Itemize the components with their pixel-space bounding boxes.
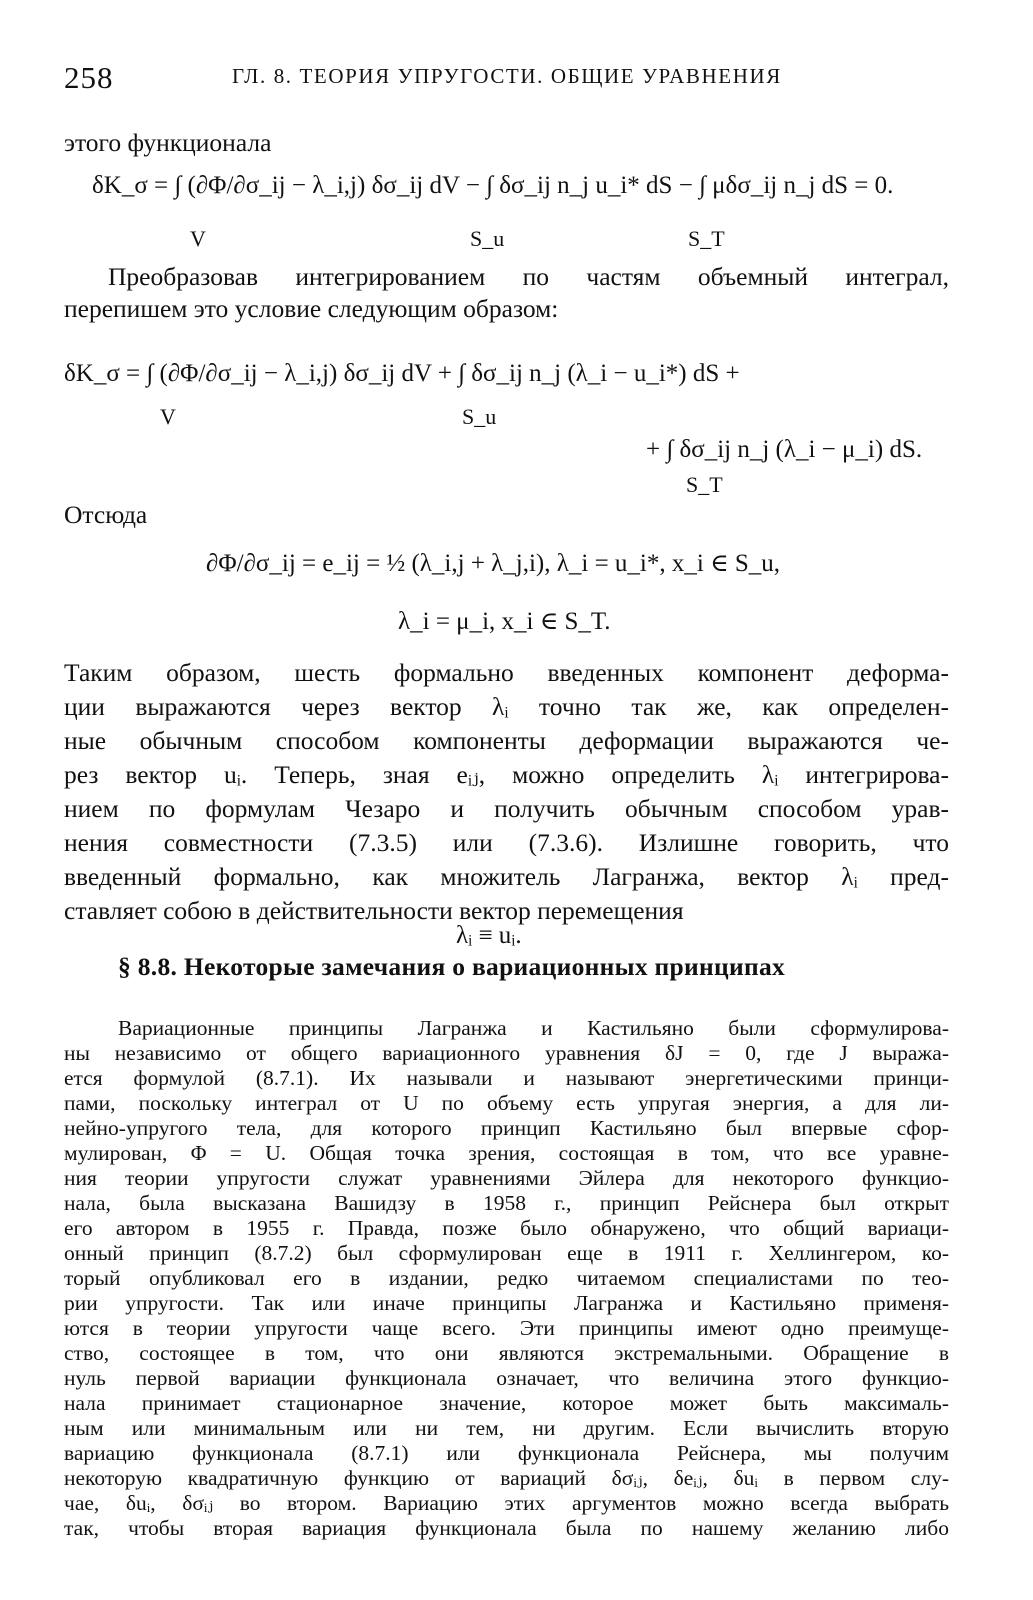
text-line: Таким образом, шесть формально введенных компонент деформа- bbox=[64, 658, 949, 687]
formula-transformed-line-1: δK_σ = ∫ (∂Φ/∂σ_ij − λ_i,j) δσ_ij dV + ∫ δσ_ij n_j (λ_i − u_i*) dS + bbox=[64, 360, 740, 387]
integral-limit-st: S_T bbox=[688, 226, 725, 251]
integral-limit-su: S_u bbox=[462, 404, 497, 429]
text-line: Преобразовав интегрированием по частям объемный интеграл, bbox=[108, 262, 949, 291]
running-title: ГЛ. 8. ТЕОРИЯ УПРУГОСТИ. ОБЩИЕ УРАВНЕНИЯ bbox=[232, 64, 782, 88]
small-text-line: ным или минимальным или ни тем, ни другим. Если вычислить вторую bbox=[64, 1416, 949, 1440]
text-line: рез вектор uᵢ. Теперь, зная eᵢⱼ, можно определить λᵢ интегрирова- bbox=[64, 760, 949, 789]
text-line: нения совместности (7.3.5) или (7.3.6). Излишне говорить, что bbox=[64, 828, 949, 857]
small-text-line: нала, была высказана Вашидзу в 1958 г., принцип Рейснера был открыт bbox=[64, 1191, 949, 1215]
text-line: этого функционала bbox=[64, 128, 272, 157]
small-text-line: ния теории упругости служат уравнениями Эйлера для некоторого функцио- bbox=[64, 1166, 949, 1190]
text-line: ции выражаются через вектор λᵢ точно так же, как определен- bbox=[64, 692, 949, 721]
formula-variation-k-sigma: δK_σ = ∫ (∂Φ/∂σ_ij − λ_i,j) δσ_ij dV − ∫ δσ_ij n_j u_i* dS − ∫ μδσ_ij n_j dS = 0. bbox=[92, 172, 894, 199]
small-text-line: онный принцип (8.7.2) был сформулирован еще в 1911 г. Хеллингером, ко- bbox=[64, 1241, 949, 1265]
small-text-line: нала принимает стационарное значение, которое может быть максималь- bbox=[64, 1391, 949, 1415]
small-text-line: нуль первой вариации функционала означает, что величина этого функцио- bbox=[64, 1366, 949, 1390]
text-line: ные обычным способом компоненты деформации выражаются че- bbox=[64, 726, 949, 755]
formula-boundary-condition: λ_i = μ_i, x_i ∈ S_T. bbox=[398, 608, 611, 635]
small-text-line: нейно-упругого тела, для которого принцип Кастильяно был впервые сфор- bbox=[64, 1116, 949, 1140]
small-text-line: мулирован, Φ = U. Общая точка зрения, состоящая в том, что все уравне- bbox=[64, 1141, 949, 1165]
page-number: 258 bbox=[64, 60, 114, 95]
small-text-line: ется формулой (8.7.1). Их называли и называют энергетическими принци- bbox=[64, 1066, 949, 1090]
small-text-line: Вариационные принципы Лагранжа и Кастильяно были сформулирова- bbox=[118, 1016, 949, 1040]
text-line: введенный формально, как множитель Лагранжа, вектор λᵢ пред- bbox=[64, 862, 949, 891]
small-text-line: вариацию функционала (8.7.1) или функционала Рейснера, мы получим bbox=[64, 1441, 949, 1465]
text-line: перепишем это условие следующим образом: bbox=[64, 294, 559, 323]
text-line: нием по формулам Чезаро и получить обычным способом урав- bbox=[64, 794, 949, 823]
integral-limit-v: V bbox=[160, 404, 176, 429]
section-heading: § 8.8. Некоторые замечания о вариационных принципах bbox=[118, 952, 786, 981]
formula-strain-relation: ∂Φ/∂σ_ij = e_ij = ½ (λ_i,j + λ_j,i), λ_i = u_i*, x_i ∈ S_u, bbox=[206, 550, 780, 577]
text-line: Отсюда bbox=[64, 500, 148, 529]
small-text-line: ются в теории упругости чаще всего. Эти принципы имеют одно преимуще- bbox=[64, 1316, 949, 1340]
integral-limit-su: S_u bbox=[470, 226, 505, 251]
small-text-line: торый опубликовал его в издании, редко читаемом специалистами по тео- bbox=[64, 1266, 949, 1290]
integral-limit-st: S_T bbox=[686, 472, 723, 497]
formula-identity: λᵢ ≡ uᵢ. bbox=[456, 922, 522, 949]
text-line: ставляет собою в действительности вектор перемещения bbox=[64, 896, 684, 925]
small-text-line: ны независимо от общего вариационного уравнения δJ = 0, где J выража- bbox=[64, 1041, 949, 1065]
small-text-line: рии упругости. Так или иначе принципы Лагранжа и Кастильяно применя- bbox=[64, 1291, 949, 1315]
integral-limit-v: V bbox=[190, 226, 206, 251]
small-text-line: чае, δuᵢ, δσᵢⱼ во втором. Вариацию этих аргументов можно всегда выбрать bbox=[64, 1491, 949, 1515]
formula-transformed-line-2: + ∫ δσ_ij n_j (λ_i − μ_i) dS. bbox=[646, 436, 923, 463]
small-text-line: пами, поскольку интеграл от U по объему есть упругая энергия, а для ли- bbox=[64, 1091, 949, 1115]
small-text-line: некоторую квадратичную функцию от вариаций δσᵢⱼ, δeᵢⱼ, δuᵢ в первом слу- bbox=[64, 1466, 949, 1490]
small-text-line: ство, состоящее в том, что они являются экстремальными. Обращение в bbox=[64, 1341, 949, 1365]
small-text-line: так, чтобы вторая вариация функционала была по нашему желанию либо bbox=[64, 1516, 949, 1540]
small-text-line: его автором в 1955 г. Правда, позже было обнаружено, что общий вариаци- bbox=[64, 1216, 949, 1240]
